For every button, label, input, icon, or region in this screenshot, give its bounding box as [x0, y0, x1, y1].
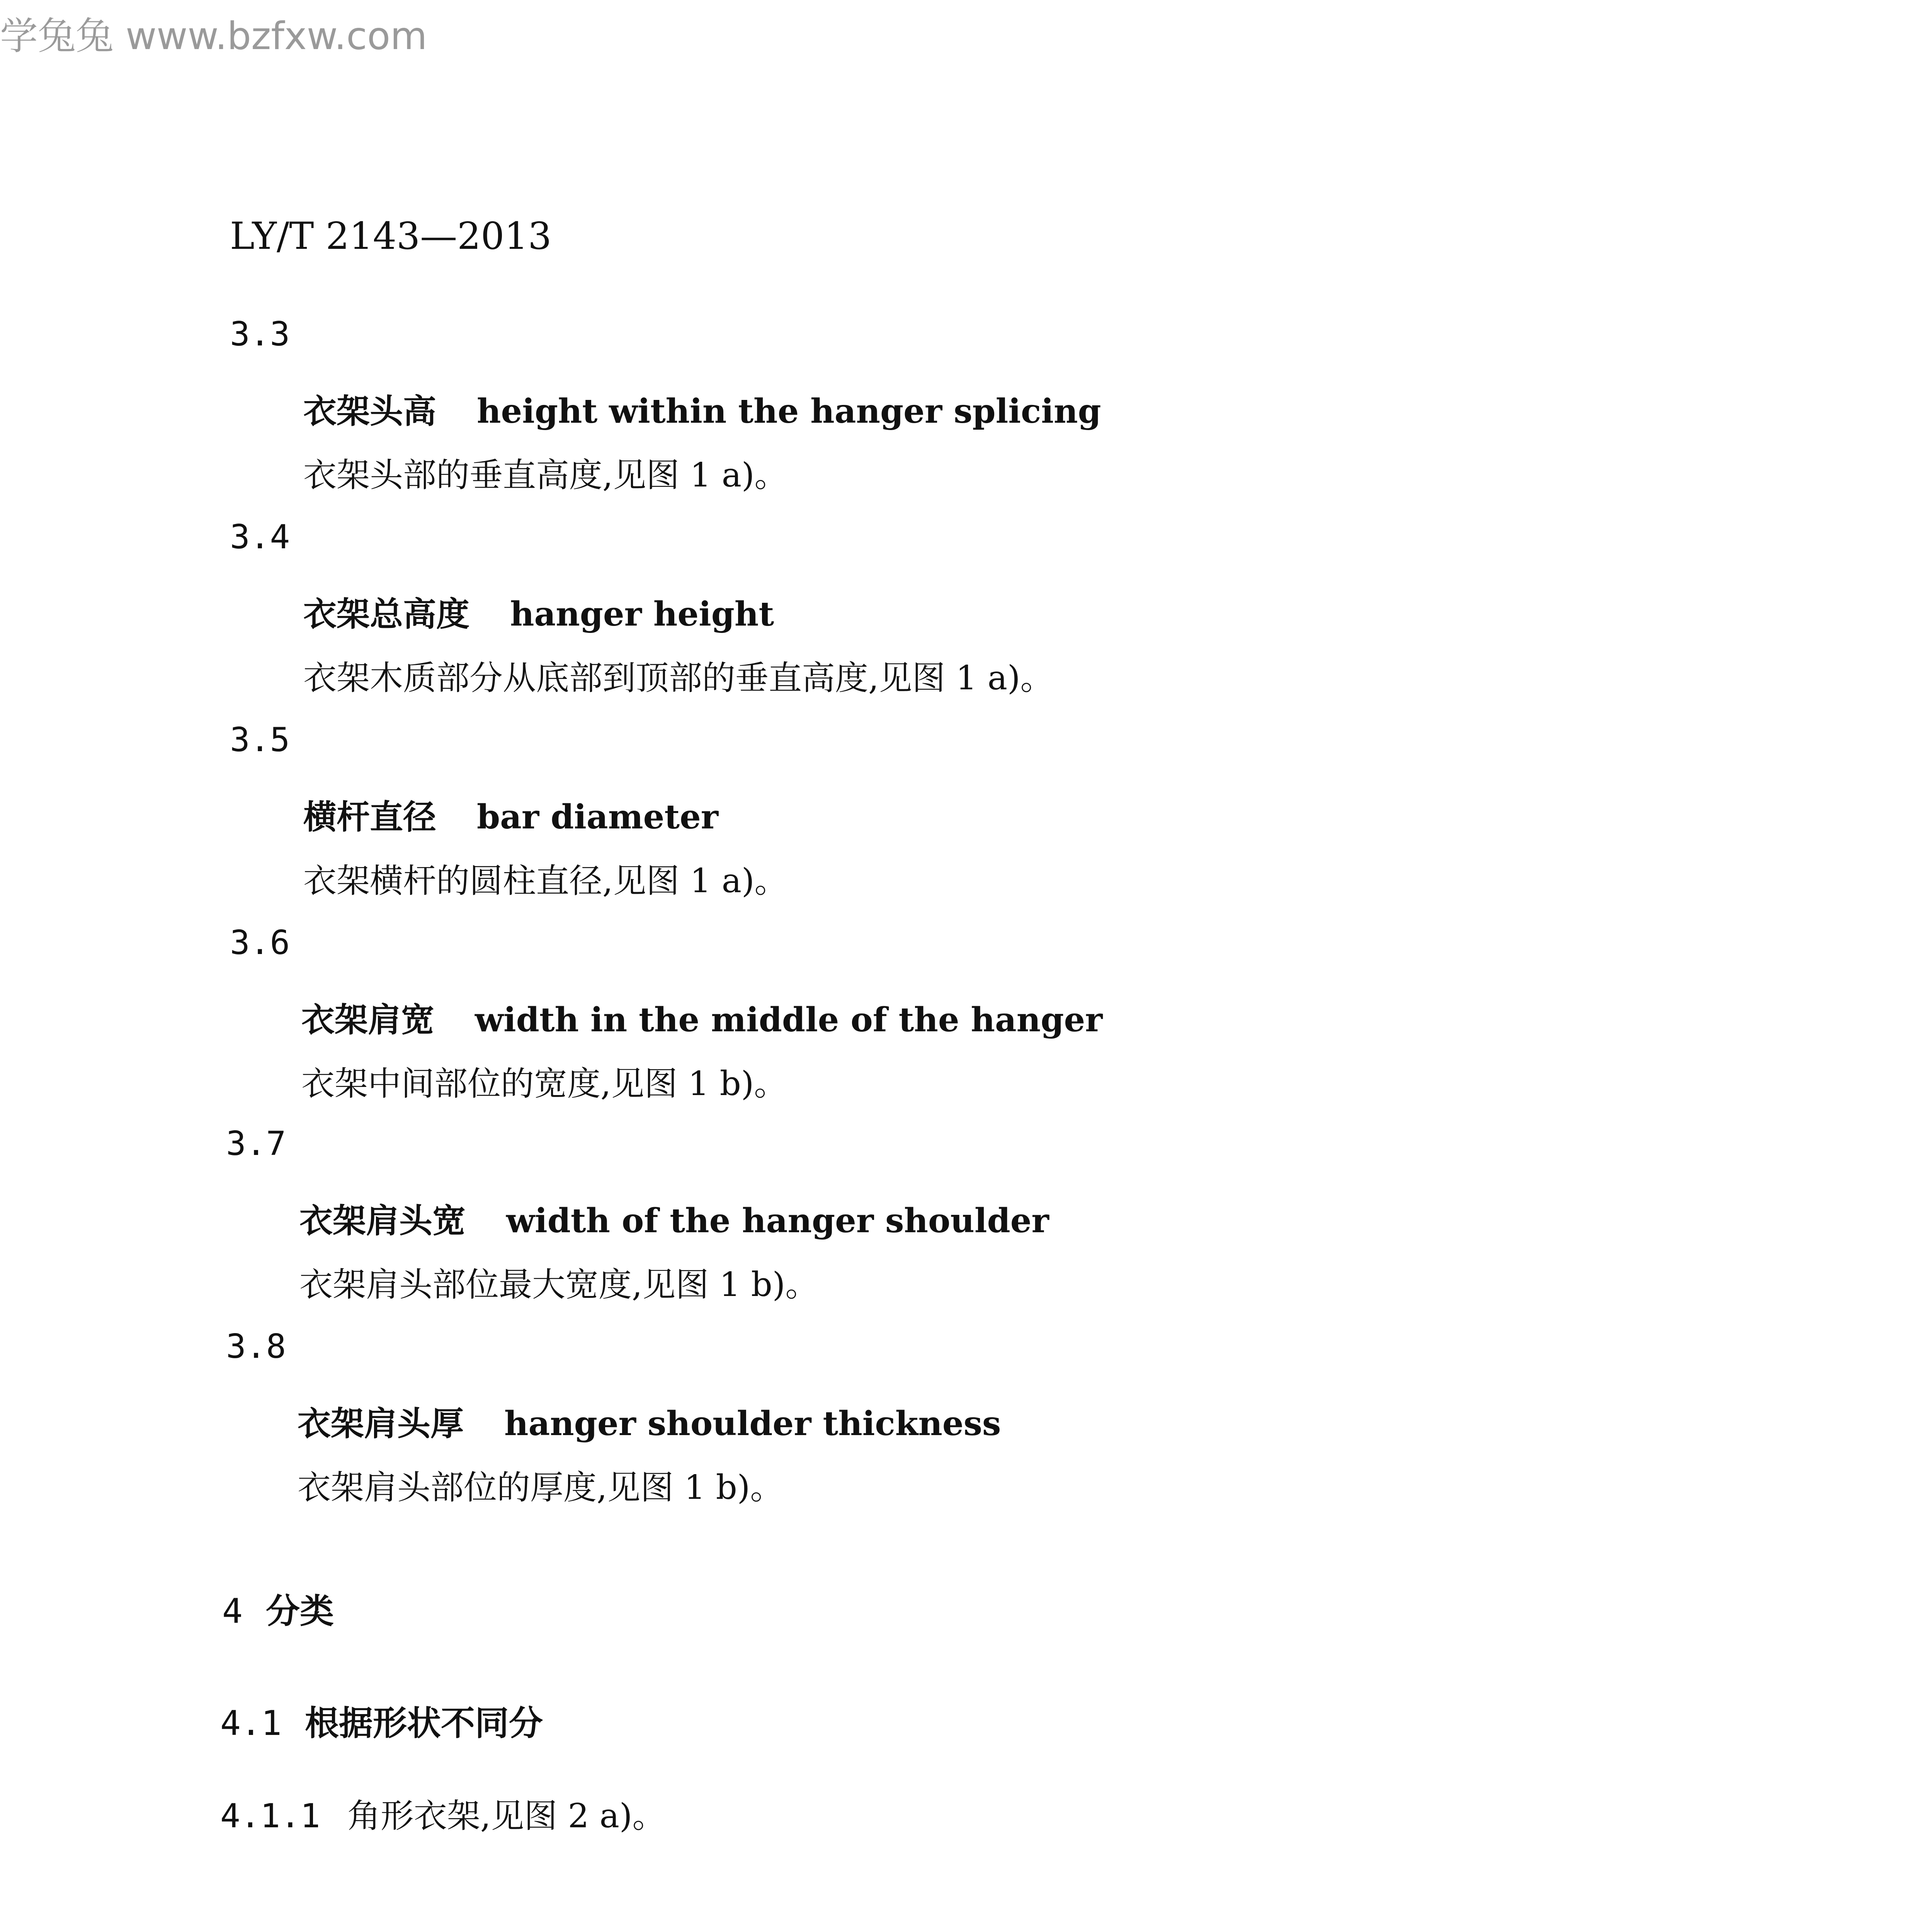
term-number: 3.7 [226, 1124, 286, 1163]
term-number: 3.8 [226, 1327, 286, 1366]
term-en: bar diameter [477, 798, 719, 837]
term-number: 3.6 [230, 923, 290, 962]
term-definition: 衣架肩头部位的厚度,见图 1 b)。 [298, 1468, 784, 1507]
term-definition: 衣架中间部位的宽度,见图 1 b)。 [301, 1065, 787, 1103]
section-heading [222, 1584, 334, 1633]
term-en: width of the hanger shoulder [506, 1201, 1049, 1240]
term-en: height within the hanger splicing [477, 392, 1101, 431]
term-heading [303, 384, 1101, 432]
term-cn: 衣架肩头厚 [298, 1404, 464, 1443]
term-heading [303, 790, 718, 838]
clause-number: 4.1.1 [220, 1797, 320, 1835]
section-number: 4 [222, 1591, 243, 1631]
term-definition: 衣架头部的垂直高度,见图 1 a)。 [303, 456, 788, 495]
term-heading [301, 993, 1102, 1041]
term-cn: 衣架肩宽 [301, 1000, 434, 1039]
subsection-heading [220, 1696, 543, 1745]
term-number: 3.3 [230, 315, 290, 354]
term-definition: 衣架木质部分从底部到顶部的垂直高度,见图 1 a)。 [303, 659, 1054, 697]
term-definition: 衣架肩头部位最大宽度,见图 1 b)。 [299, 1265, 819, 1304]
document-code: LY/T 2143—2013 [230, 214, 552, 258]
term-heading [298, 1397, 1001, 1445]
term-definition: 衣架横杆的圆柱直径,见图 1 a)。 [303, 862, 788, 900]
term-cn: 横杆直径 [303, 798, 436, 837]
term-cn: 衣架头高 [303, 392, 436, 431]
term-number: 3.4 [230, 518, 290, 556]
watermark: 学兔兔 www.bzfxw.com [0, 14, 427, 58]
figure-2-hangers [270, 1924, 1816, 1932]
term-heading [299, 1194, 1049, 1242]
term-cn: 衣架肩头宽 [299, 1201, 466, 1240]
term-number: 3.5 [230, 721, 290, 759]
term-heading [303, 587, 774, 635]
clause-text: 角形衣架,见图 2 a)。 [347, 1797, 666, 1835]
section-title: 根据形状不同分 [304, 1703, 543, 1743]
term-en: hanger height [510, 595, 774, 634]
term-en: hanger shoulder thickness [504, 1404, 1001, 1443]
clause [220, 1789, 665, 1837]
term-en: width in the middle of the hanger [475, 1000, 1103, 1039]
section-title: 分类 [265, 1591, 334, 1631]
term-cn: 衣架总高度 [303, 595, 469, 634]
section-number: 4.1 [220, 1703, 282, 1743]
